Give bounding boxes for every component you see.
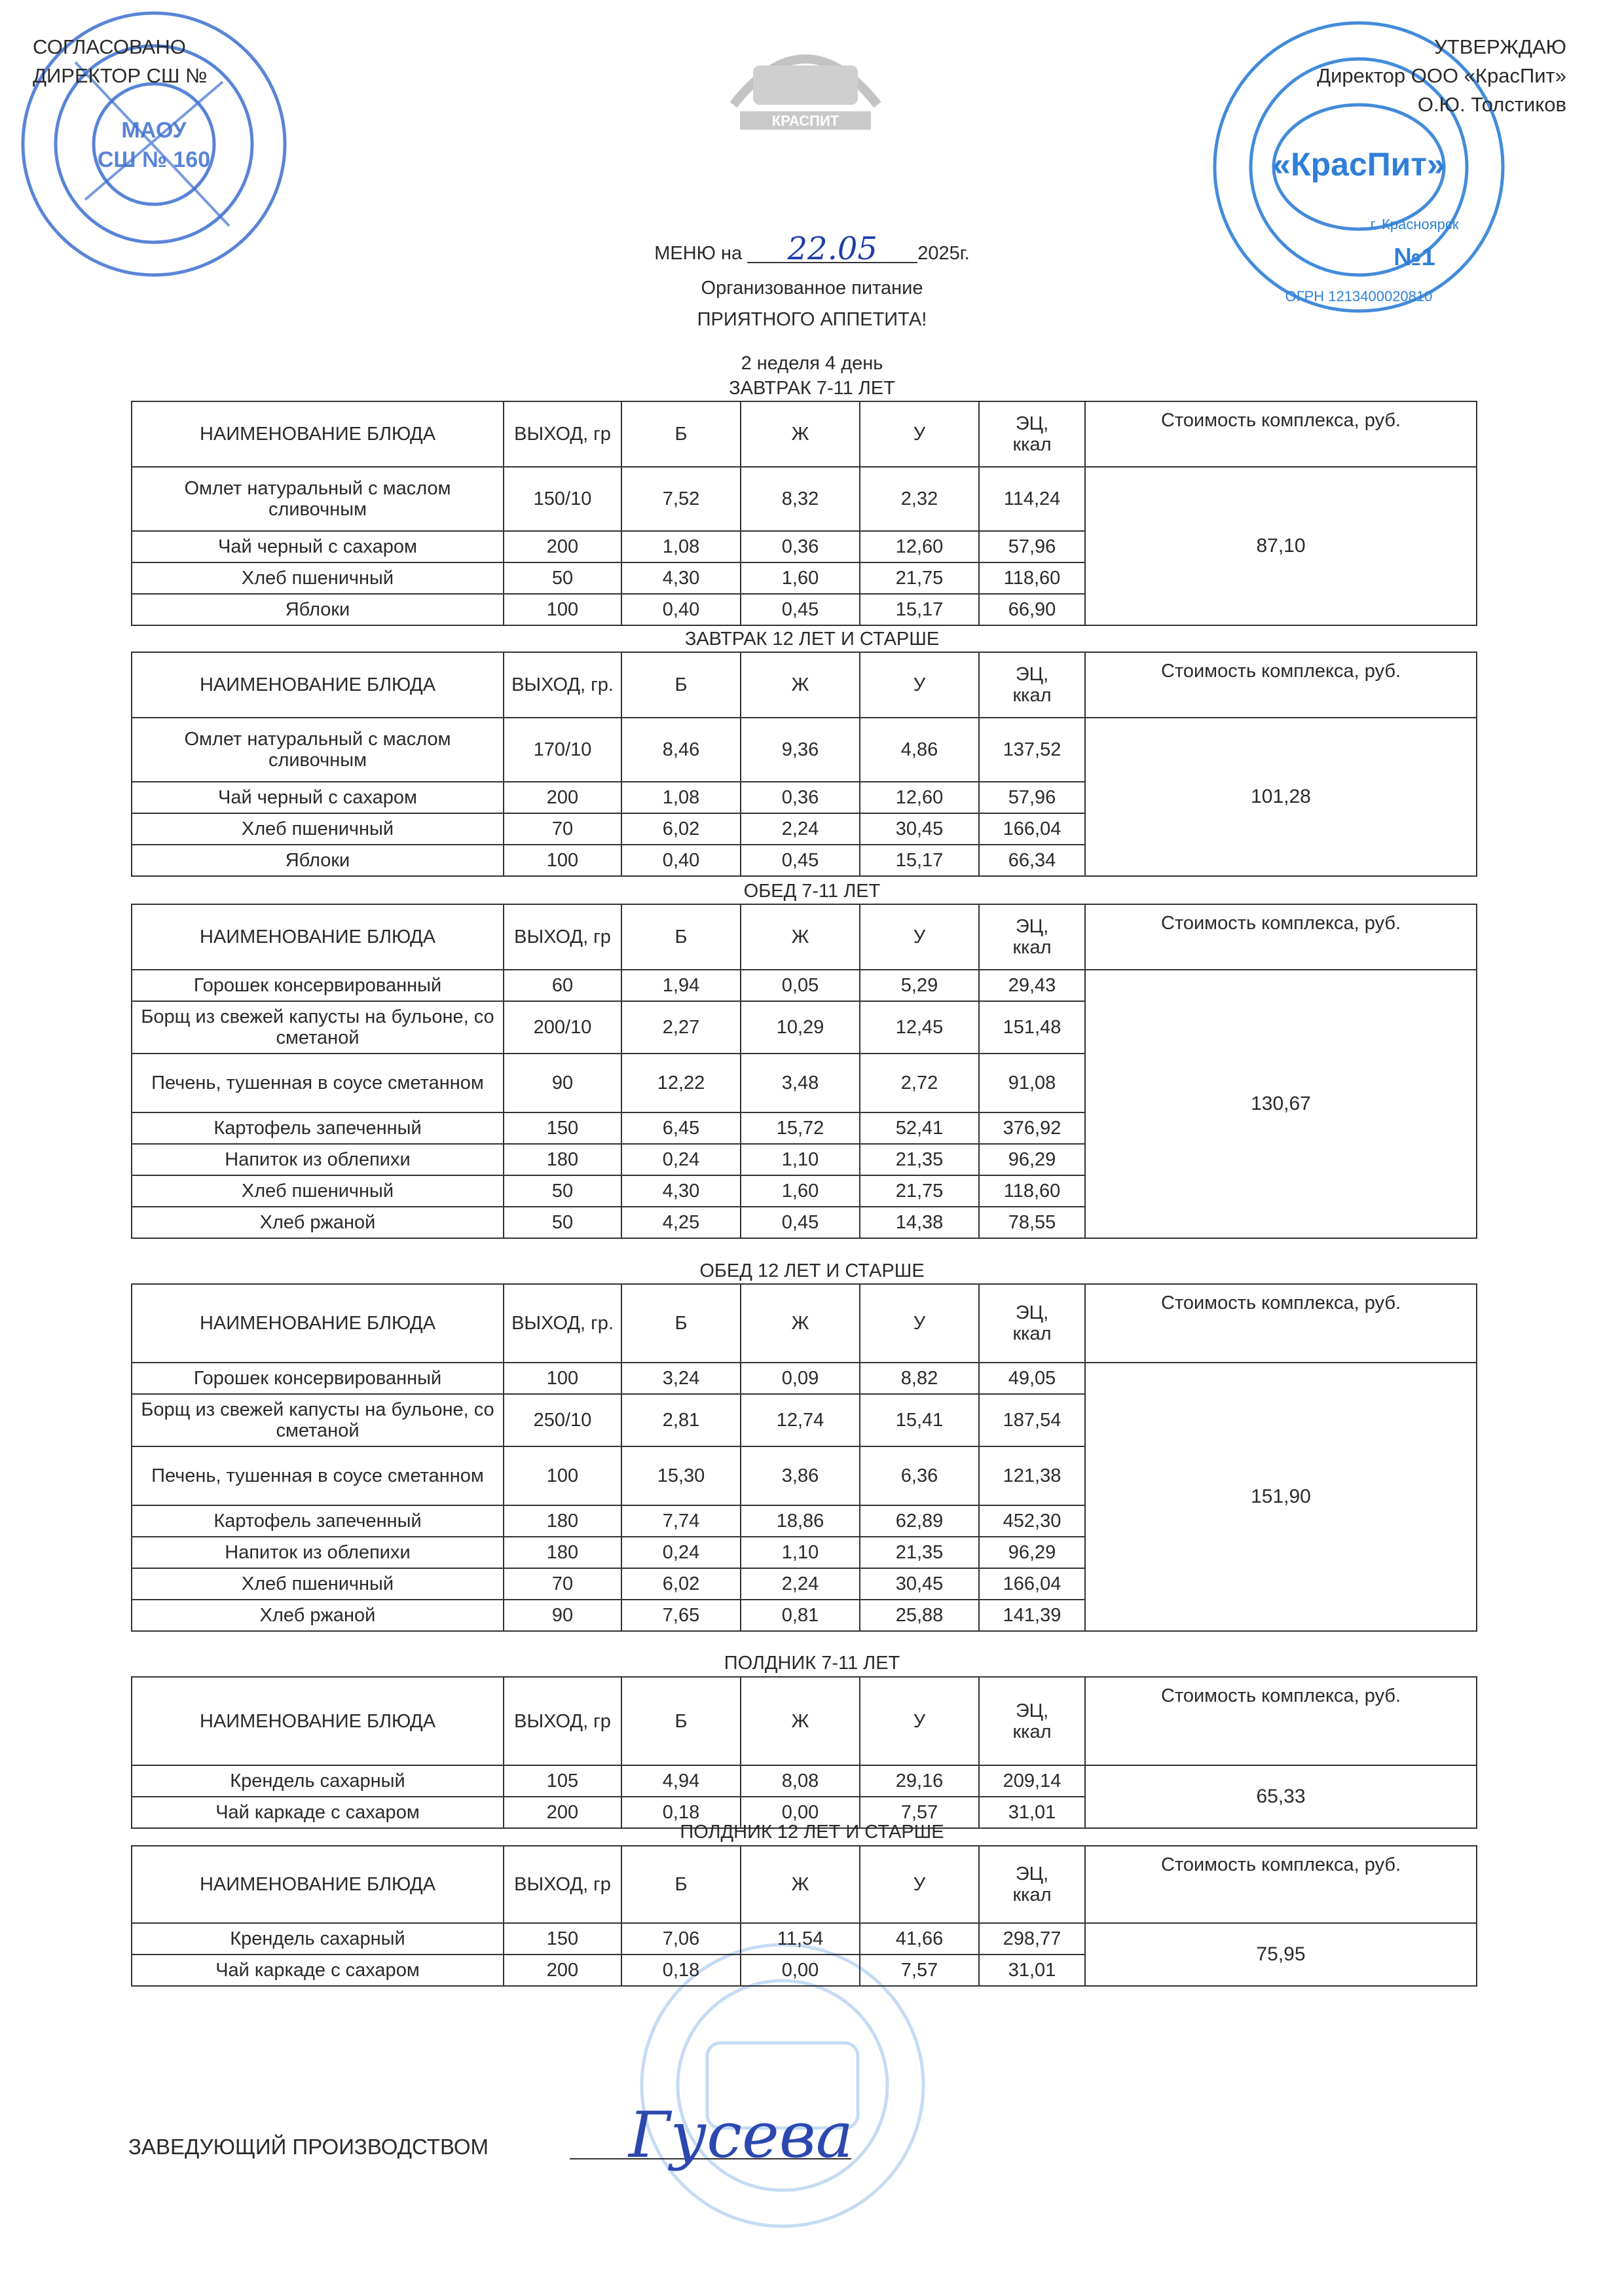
dish-yield: 50 <box>504 1207 621 1238</box>
protein-value: 4,25 <box>621 1207 741 1238</box>
protein-value: 7,74 <box>621 1505 741 1537</box>
fat-value: 0,45 <box>741 594 860 625</box>
week-day: 2 неделя 4 день <box>741 353 883 374</box>
dish-yield: 200 <box>504 1955 621 1986</box>
protein-value: 0,40 <box>621 594 741 625</box>
dish-name: Чай черный с сахаром <box>132 531 504 562</box>
energy-value: 31,01 <box>979 1797 1085 1828</box>
dish-yield: 200 <box>504 1797 621 1828</box>
section-title: ОБЕД 12 ЛЕТ И СТАРШЕ <box>699 1260 925 1281</box>
fat-value: 8,32 <box>741 467 860 531</box>
fat-header: Ж <box>741 904 860 970</box>
protein-value: 7,52 <box>621 467 741 531</box>
carb-value: 30,45 <box>860 1568 979 1600</box>
cost-header: Стоимость комплекса, руб. <box>1085 652 1477 718</box>
energy-value: 96,29 <box>979 1144 1085 1175</box>
dish-yield: 150 <box>504 1112 621 1144</box>
carb-value: 4,86 <box>860 718 979 782</box>
carb-value: 30,45 <box>860 813 979 845</box>
carb-value: 62,89 <box>860 1505 979 1537</box>
svg-text:ОГРН 1213400020810: ОГРН 1213400020810 <box>1285 288 1433 304</box>
yield-header: ВЫХОД, гр <box>504 1677 621 1765</box>
fat-value: 1,60 <box>741 1175 860 1207</box>
dish-yield: 90 <box>504 1600 621 1631</box>
dish-yield: 250/10 <box>504 1394 621 1446</box>
fat-value: 0,36 <box>741 782 860 813</box>
energy-value: 121,38 <box>979 1446 1085 1505</box>
carb-value: 5,29 <box>860 970 979 1001</box>
carb-value: 25,88 <box>860 1600 979 1631</box>
dish-name: Омлет натуральный с маслом сливочным <box>132 718 504 782</box>
dish-yield: 70 <box>504 1568 621 1600</box>
dish-yield: 60 <box>504 970 621 1001</box>
director-name: О.Ю. Толстиков <box>1417 93 1566 116</box>
protein-value: 8,46 <box>621 718 741 782</box>
dish-yield: 170/10 <box>504 718 621 782</box>
carb-header: У <box>860 1677 979 1765</box>
dish-name: Хлеб пшеничный <box>132 562 504 594</box>
dish-yield: 50 <box>504 1175 621 1207</box>
carb-value: 21,35 <box>860 1144 979 1175</box>
energy-value: 91,08 <box>979 1054 1085 1112</box>
fat-value: 0,45 <box>741 845 860 876</box>
dish-name-header: НАИМЕНОВАНИЕ БЛЮДА <box>132 401 504 467</box>
protein-value: 15,30 <box>621 1446 741 1505</box>
protein-value: 0,24 <box>621 1537 741 1568</box>
cost-header: Стоимость комплекса, руб. <box>1085 401 1477 467</box>
director-school-label: ДИРЕКТОР СШ № <box>33 64 208 87</box>
dish-name: Напиток из облепихи <box>132 1537 504 1568</box>
dish-name: Борщ из свежей капусты на бульоне, со сметаной <box>132 1394 504 1446</box>
energy-header: ЭЦ, ккал <box>979 1846 1085 1923</box>
approved-block <box>1317 33 1566 119</box>
dish-name: Чай каркаде с сахаром <box>132 1955 504 1986</box>
protein-value: 6,45 <box>621 1112 741 1144</box>
menu-table <box>131 1845 1477 1987</box>
protein-value: 4,94 <box>621 1765 741 1797</box>
dish-yield: 150/10 <box>504 467 621 531</box>
energy-value: 114,24 <box>979 467 1085 531</box>
carb-value: 15,17 <box>860 845 979 876</box>
carb-header: У <box>860 1284 979 1363</box>
carb-value: 21,75 <box>860 1175 979 1207</box>
dish-name: Омлет натуральный с маслом сливочным <box>132 467 504 531</box>
cost-header: Стоимость комплекса, руб. <box>1085 1677 1477 1765</box>
complex-cost: 75,95 <box>1085 1923 1477 1986</box>
fat-value: 0,81 <box>741 1600 860 1631</box>
fat-value: 0,36 <box>741 531 860 562</box>
footer-position: ЗАВЕДУЮЩИЙ ПРОИЗВОДСТВОМ <box>128 2135 489 2159</box>
dish-yield: 100 <box>504 1446 621 1505</box>
protein-value: 12,22 <box>621 1054 741 1112</box>
menu-date-line <box>0 230 1624 270</box>
dish-name-header: НАИМЕНОВАНИЕ БЛЮДА <box>132 652 504 718</box>
dish-yield: 90 <box>504 1054 621 1112</box>
right-stamp-center-text: «КрасПит» <box>1272 146 1445 183</box>
dish-name: Хлеб ржаной <box>132 1600 504 1631</box>
section-title: ЗАВТРАК 12 ЛЕТ И СТАРШЕ <box>684 629 940 650</box>
dish-name: Хлеб ржаной <box>132 1207 504 1238</box>
dish-yield: 100 <box>504 1363 621 1394</box>
menu-year: 2025г. <box>917 243 970 264</box>
carb-value: 14,38 <box>860 1207 979 1238</box>
carb-value: 21,75 <box>860 562 979 594</box>
protein-value: 1,94 <box>621 970 741 1001</box>
section-title: ОБЕД 7-11 ЛЕТ <box>743 881 881 902</box>
dish-name: Печень, тушенная в соусе сметанном <box>132 1446 504 1505</box>
fat-value: 0,05 <box>741 970 860 1001</box>
dish-yield: 200 <box>504 531 621 562</box>
dish-yield: 150 <box>504 1923 621 1955</box>
dish-yield: 180 <box>504 1505 621 1537</box>
energy-value: 141,39 <box>979 1600 1085 1631</box>
fat-value: 2,24 <box>741 813 860 845</box>
cost-header: Стоимость комплекса, руб. <box>1085 1846 1477 1923</box>
carb-value: 7,57 <box>860 1797 979 1828</box>
fat-value: 2,24 <box>741 1568 860 1600</box>
protein-value: 2,81 <box>621 1394 741 1446</box>
protein-header: Б <box>621 1846 741 1923</box>
dish-name-header: НАИМЕНОВАНИЕ БЛЮДА <box>132 904 504 970</box>
complex-cost: 101,28 <box>1085 718 1477 876</box>
carb-value: 12,45 <box>860 1001 979 1054</box>
protein-value: 0,18 <box>621 1955 741 1986</box>
logo-text: КРАСПИТ <box>771 113 840 129</box>
energy-value: 57,96 <box>979 531 1085 562</box>
protein-header: Б <box>621 904 741 970</box>
dish-name: Напиток из облепихи <box>132 1144 504 1175</box>
carb-value: 52,41 <box>860 1112 979 1144</box>
carb-value: 21,35 <box>860 1537 979 1568</box>
fat-value: 12,74 <box>741 1394 860 1446</box>
svg-text:г. Красноярск: г. Красноярск <box>1370 216 1459 232</box>
cost-header: Стоимость комплекса, руб. <box>1085 1284 1477 1363</box>
energy-value: 166,04 <box>979 813 1085 845</box>
dish-name: Хлеб пшеничный <box>132 813 504 845</box>
carb-value: 6,36 <box>860 1446 979 1505</box>
carb-value: 41,66 <box>860 1923 979 1955</box>
energy-value: 118,60 <box>979 562 1085 594</box>
dish-yield: 180 <box>504 1537 621 1568</box>
fat-header: Ж <box>741 652 860 718</box>
carb-value: 7,57 <box>860 1955 979 1986</box>
carb-value: 15,41 <box>860 1394 979 1446</box>
protein-value: 7,06 <box>621 1923 741 1955</box>
yield-header: ВЫХОД, гр. <box>504 1284 621 1363</box>
dish-name: Хлеб пшеничный <box>132 1175 504 1207</box>
dish-yield: 200 <box>504 782 621 813</box>
carb-header: У <box>860 1846 979 1923</box>
section-title: ПОЛДНИК 12 ЛЕТ И СТАРШЕ <box>680 1822 944 1843</box>
table-row <box>132 1363 1477 1394</box>
dish-name: Чай каркаде с сахаром <box>132 1797 504 1828</box>
protein-value: 1,08 <box>621 531 741 562</box>
dish-yield: 100 <box>504 594 621 625</box>
menu-prefix: МЕНЮ на <box>654 243 743 264</box>
dish-name: Крендель сахарный <box>132 1923 504 1955</box>
protein-header: Б <box>621 401 741 467</box>
energy-value: 66,90 <box>979 594 1085 625</box>
protein-header: Б <box>621 652 741 718</box>
fat-header: Ж <box>741 401 860 467</box>
protein-value: 7,65 <box>621 1600 741 1631</box>
energy-value: 66,34 <box>979 845 1085 876</box>
dish-name-header: НАИМЕНОВАНИЕ БЛЮДА <box>132 1677 504 1765</box>
dish-name: Чай черный с сахаром <box>132 782 504 813</box>
dish-yield: 100 <box>504 845 621 876</box>
complex-cost: 130,67 <box>1085 970 1477 1238</box>
energy-header: ЭЦ, ккал <box>979 1677 1085 1765</box>
protein-value: 1,08 <box>621 782 741 813</box>
table-row <box>132 970 1477 1001</box>
dish-name: Картофель запеченный <box>132 1112 504 1144</box>
fat-value: 3,48 <box>741 1054 860 1112</box>
protein-value: 2,27 <box>621 1001 741 1054</box>
carb-value: 15,17 <box>860 594 979 625</box>
fat-value: 11,54 <box>741 1923 860 1955</box>
fat-value: 1,10 <box>741 1144 860 1175</box>
energy-value: 31,01 <box>979 1955 1085 1986</box>
yield-header: ВЫХОД, гр <box>504 904 621 970</box>
dish-name: Печень, тушенная в соусе сметанном <box>132 1054 504 1112</box>
carb-value: 2,32 <box>860 467 979 531</box>
dish-name: Яблоки <box>132 845 504 876</box>
energy-header: ЭЦ, ккал <box>979 652 1085 718</box>
menu-table <box>131 652 1477 877</box>
menu-table <box>131 904 1477 1239</box>
dish-name-header: НАИМЕНОВАНИЕ БЛЮДА <box>132 1846 504 1923</box>
cost-header: Стоимость комплекса, руб. <box>1085 904 1477 970</box>
agreed-label: СОГЛАСОВАНО <box>33 35 186 58</box>
fat-header: Ж <box>741 1846 860 1923</box>
svg-text:СШ № 160: СШ № 160 <box>97 147 211 172</box>
approved-label: УТВЕРЖДАЮ <box>1434 35 1566 58</box>
carb-header: У <box>860 904 979 970</box>
energy-value: 452,30 <box>979 1505 1085 1537</box>
protein-value: 6,02 <box>621 1568 741 1600</box>
dish-name: Крендель сахарный <box>132 1765 504 1797</box>
dish-yield: 105 <box>504 1765 621 1797</box>
table-header-row <box>132 904 1477 970</box>
fat-value: 10,29 <box>741 1001 860 1054</box>
fat-value: 0,00 <box>741 1955 860 1986</box>
table-header-row <box>132 652 1477 718</box>
dish-yield: 200/10 <box>504 1001 621 1054</box>
dish-name: Хлеб пшеничный <box>132 1568 504 1600</box>
signature: Гусева <box>629 2099 853 2172</box>
svg-text:№1: №1 <box>1393 244 1435 271</box>
fat-header: Ж <box>741 1677 860 1765</box>
energy-header: ЭЦ, ккал <box>979 401 1085 467</box>
table-row <box>132 1923 1477 1955</box>
carb-value: 8,82 <box>860 1363 979 1394</box>
section-title: ЗАВТРАК 7-11 ЛЕТ <box>729 378 895 399</box>
complex-cost: 87,10 <box>1085 467 1477 625</box>
dish-yield: 50 <box>504 562 621 594</box>
fat-value: 0,45 <box>741 1207 860 1238</box>
fat-value: 18,86 <box>741 1505 860 1537</box>
carb-value: 12,60 <box>860 782 979 813</box>
carb-value: 29,16 <box>860 1765 979 1797</box>
yield-header: ВЫХОД, гр <box>504 401 621 467</box>
dish-yield: 70 <box>504 813 621 845</box>
energy-value: 49,05 <box>979 1363 1085 1394</box>
table-row <box>132 718 1477 782</box>
energy-value: 137,52 <box>979 718 1085 782</box>
dish-name-header: НАИМЕНОВАНИЕ БЛЮДА <box>132 1284 504 1363</box>
table-row <box>132 467 1477 531</box>
greeting: ПРИЯТНОГО АППЕТИТА! <box>697 309 927 330</box>
company-logo <box>707 26 904 138</box>
yield-header: ВЫХОД, гр <box>504 1846 621 1923</box>
energy-value: 57,96 <box>979 782 1085 813</box>
energy-value: 151,48 <box>979 1001 1085 1054</box>
fat-header: Ж <box>741 1284 860 1363</box>
dish-name: Горошек консервированный <box>132 970 504 1001</box>
complex-cost: 151,90 <box>1085 1363 1477 1631</box>
energy-value: 298,77 <box>979 1923 1085 1955</box>
protein-value: 0,18 <box>621 1797 741 1828</box>
subtitle: Организованное питание <box>701 278 923 299</box>
carb-header: У <box>860 652 979 718</box>
dish-yield: 180 <box>504 1144 621 1175</box>
protein-value: 6,02 <box>621 813 741 845</box>
director-company-label: Директор ООО «КрасПит» <box>1317 64 1566 87</box>
table-header-row <box>132 1677 1477 1765</box>
energy-header: ЭЦ, ккал <box>979 1284 1085 1363</box>
table-header-row <box>132 1846 1477 1923</box>
menu-table <box>131 401 1477 626</box>
dish-name: Яблоки <box>132 594 504 625</box>
menu-date: 22.05 <box>747 236 917 263</box>
energy-value: 118,60 <box>979 1175 1085 1207</box>
fat-value: 1,10 <box>741 1537 860 1568</box>
energy-header: ЭЦ, ккал <box>979 904 1085 970</box>
table-row <box>132 1765 1477 1797</box>
fat-value: 0,09 <box>741 1363 860 1394</box>
protein-value: 4,30 <box>621 562 741 594</box>
fat-value: 0,00 <box>741 1797 860 1828</box>
energy-value: 78,55 <box>979 1207 1085 1238</box>
agreed-block <box>33 33 207 90</box>
protein-value: 3,24 <box>621 1363 741 1394</box>
energy-value: 29,43 <box>979 970 1085 1001</box>
left-stamp-center-text: МАОУ <box>121 118 187 143</box>
section-title: ПОЛДНИК 7-11 ЛЕТ <box>724 1653 900 1674</box>
complex-cost: 65,33 <box>1085 1765 1477 1828</box>
table-header-row <box>132 1284 1477 1363</box>
yield-header: ВЫХОД, гр. <box>504 652 621 718</box>
fat-value: 8,08 <box>741 1765 860 1797</box>
fat-value: 1,60 <box>741 562 860 594</box>
menu-table <box>131 1676 1477 1829</box>
carb-value: 2,72 <box>860 1054 979 1112</box>
energy-value: 187,54 <box>979 1394 1085 1446</box>
protein-header: Б <box>621 1284 741 1363</box>
carb-header: У <box>860 401 979 467</box>
protein-header: Б <box>621 1677 741 1765</box>
fat-value: 3,86 <box>741 1446 860 1505</box>
dish-name: Борщ из свежей капусты на бульоне, со сметаной <box>132 1001 504 1054</box>
carb-value: 12,60 <box>860 531 979 562</box>
protein-value: 0,40 <box>621 845 741 876</box>
protein-value: 4,30 <box>621 1175 741 1207</box>
dish-name: Картофель запеченный <box>132 1505 504 1537</box>
energy-value: 166,04 <box>979 1568 1085 1600</box>
menu-table <box>131 1283 1477 1632</box>
energy-value: 376,92 <box>979 1112 1085 1144</box>
energy-value: 96,29 <box>979 1537 1085 1568</box>
fat-value: 9,36 <box>741 718 860 782</box>
fat-value: 15,72 <box>741 1112 860 1144</box>
energy-value: 209,14 <box>979 1765 1085 1797</box>
protein-value: 0,24 <box>621 1144 741 1175</box>
table-header-row <box>132 401 1477 467</box>
dish-name: Горошек консервированный <box>132 1363 504 1394</box>
